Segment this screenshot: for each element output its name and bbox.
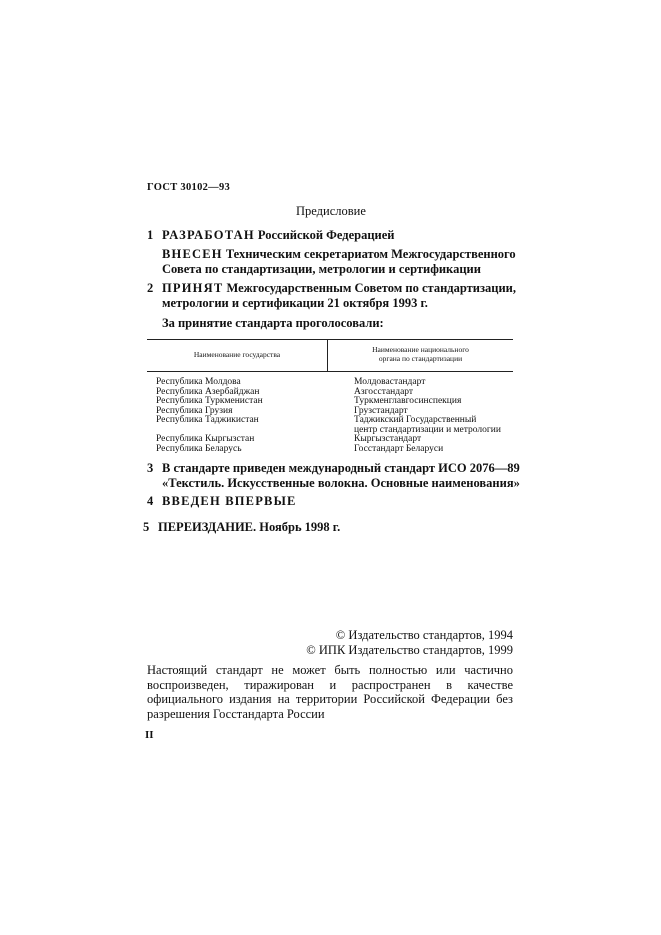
table-header-state: Наименование государства <box>193 350 281 359</box>
item-text-line1: Межгосударственным Советом по стандартизации, <box>223 281 516 295</box>
item-text-line2: «Текстиль. Искусственные волокна. Основные наименования» <box>162 476 520 490</box>
table-cell-state: Республика Таджикистан <box>156 415 259 425</box>
reproduction-notice: Настоящий стандарт не может быть полностью или частично воспроизведен, тиражирован и распространен в качестве официального издания на территории Российской Федерации без разрешения Госстандарта России <box>147 663 513 721</box>
item-1 <box>147 228 395 243</box>
copyright-line-2: © ИПК Издательство стандартов, 1999 <box>306 642 513 657</box>
table-cell-body: Грузстандарт <box>354 405 408 416</box>
table-column-states <box>156 378 263 454</box>
item-heading: ПРИНЯТ <box>162 281 224 295</box>
table-cell-body: Кыргызстандарт <box>354 434 422 444</box>
table-cell-state: Республика Азербайджан <box>156 386 260 397</box>
item-4 <box>147 494 297 509</box>
table-cell-state: Республика Туркменистан <box>156 396 263 406</box>
item-number: 2 <box>147 281 154 295</box>
page-title: Предисловие <box>296 204 366 218</box>
table-cell-body: Госстандарт Беларуси <box>354 443 444 454</box>
copyright-line-1: © Издательство стандартов, 1994 <box>335 628 513 642</box>
item-text: ВВЕДЕН ВПЕРВЫЕ <box>162 494 297 508</box>
table-cell-body-cont: центр стандартизации и метрологии <box>354 424 501 435</box>
item-heading: ВНЕСЕН <box>162 247 223 261</box>
item-text: Российской Федерацией <box>254 228 395 242</box>
item-number: 1 <box>147 228 154 242</box>
table-header-body <box>328 345 513 363</box>
item-submitted <box>162 247 516 277</box>
table-header-body-line2: органа по стандартизации <box>378 354 463 363</box>
page-number: II <box>145 729 154 741</box>
item-number: 4 <box>147 494 154 508</box>
item-text-line2: метрологии и сертификации 21 октября 1993 г. <box>162 296 428 310</box>
table-top-rule <box>147 339 513 340</box>
item-text-line2: Совета по стандартизации, метрологии и сертификации <box>162 262 481 276</box>
table-cell-body: Туркменглавгосинспекция <box>354 396 462 406</box>
item-number: 3 <box>147 461 154 475</box>
item-heading: РАЗРАБОТАН <box>162 228 255 242</box>
item-3 <box>147 461 520 491</box>
table-cell-body: Молдовастандарт <box>354 377 426 387</box>
copyright-block <box>306 628 513 657</box>
document-id: ГОСТ 30102—93 <box>147 182 231 193</box>
table-header-rule <box>147 371 513 372</box>
item-2 <box>147 281 516 311</box>
table-header-body-line1: Наименование национального <box>372 345 469 354</box>
table-cell-body: Азгосстандарт <box>354 386 414 397</box>
table-cell-state: Республика Молдова <box>156 377 241 387</box>
vote-label: За принятие стандарта проголосовали: <box>162 316 384 330</box>
table-cell-state: Республика Кыргызстан <box>156 434 255 444</box>
item-text: ПЕРЕИЗДАНИЕ. Ноябрь 1998 г. <box>158 520 341 534</box>
item-5 <box>143 520 340 535</box>
table-cell-state: Республика Грузия <box>156 405 233 416</box>
table-column-bodies <box>354 378 501 454</box>
table-cell-state: Республика Беларусь <box>156 443 242 454</box>
table-cell-body: Таджикский Государственный <box>354 415 477 425</box>
item-text-line1: Техническим секретариатом Межгосударственного <box>222 247 516 261</box>
item-text-line1: В стандарте приведен международный стандарт ИСО 2076—89 <box>162 461 520 475</box>
item-number: 5 <box>143 520 150 534</box>
